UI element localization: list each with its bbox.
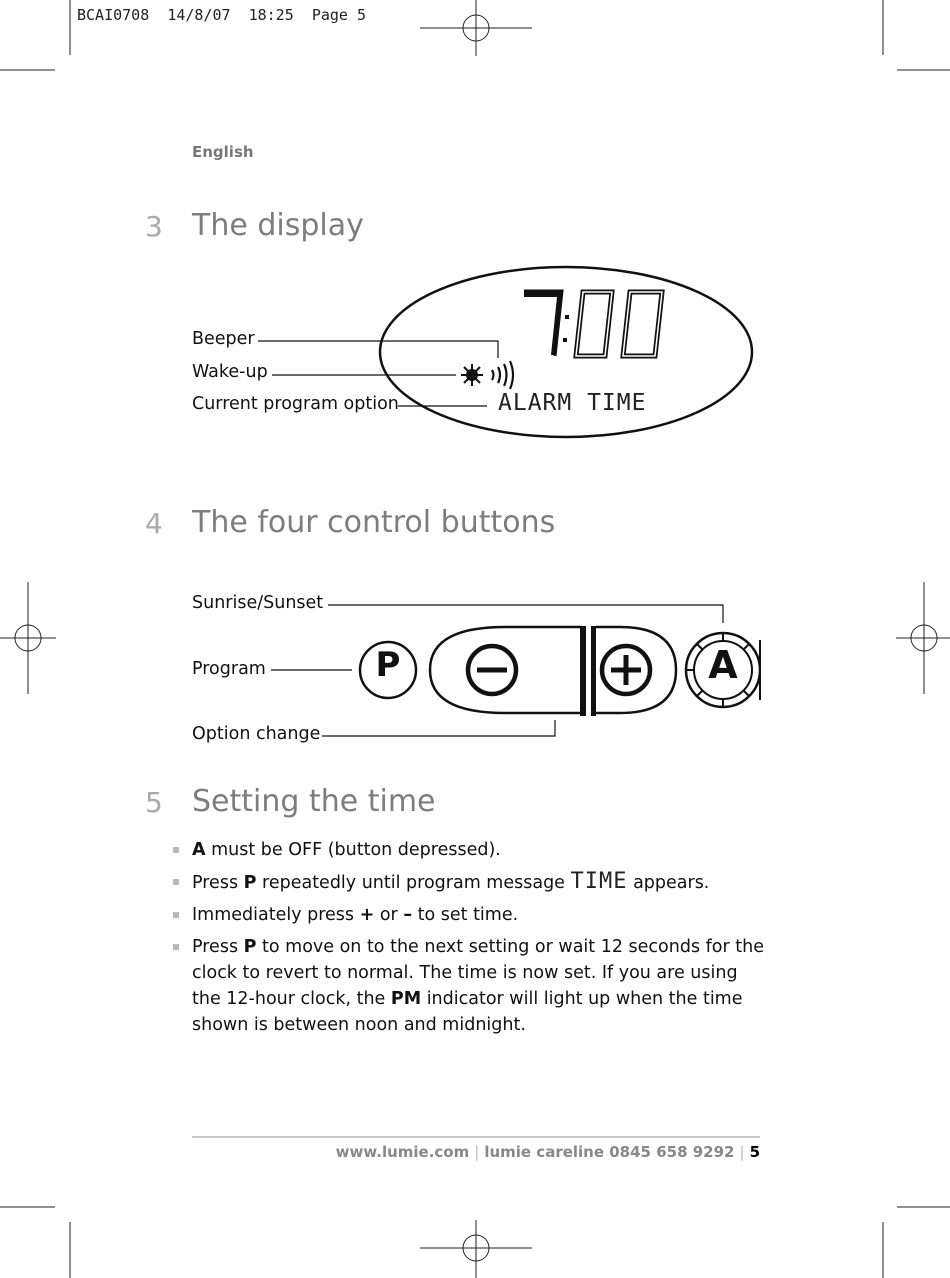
bullet-3-mid: or	[374, 905, 404, 925]
bold-plus: +	[359, 905, 375, 925]
bullet-1-text: must be OFF (button depressed).	[205, 840, 501, 860]
bullet-2-pre: Press	[192, 873, 244, 893]
callout-option-change: Option change	[192, 724, 321, 744]
callout-beeper: Beeper	[192, 329, 255, 349]
slug-code: BCAI0708	[77, 6, 150, 24]
callout-program: Program	[192, 659, 266, 679]
bullet-marker	[173, 944, 179, 950]
bold-p: P	[243, 873, 257, 893]
bullet-4-mid: to move on to the next setting or wait 12 seconds for the clock to revert to normal. The time is now set. If you are using the 12-hour clock, the	[192, 937, 764, 1009]
section-3-number: 3	[145, 210, 163, 243]
bullet-2-post: appears.	[627, 873, 710, 893]
bullet-3-post: to set time.	[412, 905, 519, 925]
bullet-item-2	[192, 869, 767, 896]
bullet-marker	[173, 912, 179, 918]
section-4-number: 4	[145, 507, 163, 540]
footer-careline: lumie careline 0845 658 9292	[484, 1143, 735, 1161]
bold-minus: –	[403, 905, 413, 925]
slug-time: 18:25	[248, 6, 294, 24]
footer: www.lumie.com | lumie careline 0845 658 9292 | 5	[335, 1143, 760, 1161]
bullet-4-pre: Press	[192, 937, 244, 957]
bold-pm: PM	[390, 989, 422, 1009]
bullet-item-4	[192, 934, 767, 1038]
alarm-button-letter: A	[708, 643, 738, 687]
footer-website: www.lumie.com	[335, 1143, 470, 1161]
bullet-marker	[173, 879, 179, 885]
section-5-title: Setting the time	[192, 784, 436, 819]
program-button-letter: P	[375, 645, 401, 685]
footer-rule	[192, 1136, 760, 1138]
bullet-3-pre: Immediately press	[192, 905, 360, 925]
section-4-title: The four control buttons	[192, 505, 556, 540]
lcd-message: ALARM TIME	[498, 390, 647, 416]
callout-wake-up: Wake-up	[192, 362, 268, 382]
section-3-title: The display	[192, 208, 364, 243]
page-number: 5	[749, 1143, 760, 1161]
slug-page: Page 5	[311, 6, 366, 24]
lcd-time-message: TIME	[570, 869, 628, 894]
bullet-item-1	[192, 837, 767, 863]
bold-p: P	[243, 937, 257, 957]
bullet-item-3	[192, 902, 767, 928]
language-label: English	[192, 143, 254, 161]
callout-sunrise-sunset: Sunrise/Sunset	[192, 593, 324, 613]
section-5-number: 5	[145, 786, 163, 819]
bold-a: A	[192, 840, 206, 860]
bullet-4-post: indicator will light up when the time shown is between noon and midnight.	[192, 989, 743, 1035]
slug-date: 14/8/07	[167, 6, 231, 24]
bullet-2-mid: repeatedly until program message	[256, 873, 571, 893]
bullet-marker	[173, 847, 179, 853]
callout-program-option: Current program option	[192, 394, 399, 414]
